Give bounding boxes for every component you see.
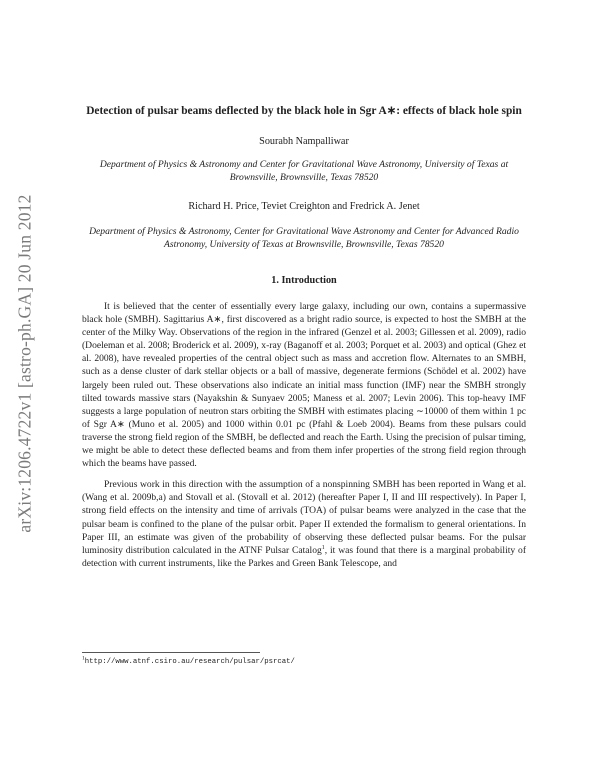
author-list-secondary: Richard H. Price, Teviet Creighton and Fredrick A. Jenet [188, 201, 420, 212]
intro-paragraph-2 [82, 478, 526, 570]
paragraph-2-text-b: , it was found that there is a marginal probability of detection with current instruments, like the Parkes and Green Bank Telescope, and [82, 544, 526, 569]
footnote-marker: 1 [82, 655, 85, 662]
affiliation-secondary: Department of Physics & Astronomy, Center for Gravitational Wave Astronomy and Center for Advanced Radio Astronomy, University of Texas at Brownsville, Brownsville, Texas 78520 [89, 226, 519, 250]
affiliation-primary: Department of Physics & Astronomy and Center for Gravitational Wave Astronomy, University of Texas at Brownsville, Brownsville, Texas 78520 [99, 159, 509, 183]
paragraph-2-text-a: Previous work in this direction with the assumption of a nonspinning SMBH has been reported in Wang et al. (Wang et al. 2009b,a) and Stovall et al. (Stovall et al. 2012) (hereafter Paper I, II and III respectively). In Paper I, strong field effects on the intensity and time of arrivals (TOA) of pulsar beams were analyzed in the case that the pulsar beam is confined to the plane of the pulsar orbit. Paper II extended the formalism to general orientations. In Paper III, an estimate was given of the probability of observing these deflected pulsar beams. For the pulsar luminosity distribution calculated in the ATNF Pulsar Catalog [82, 479, 526, 556]
paper-content [82, 104, 526, 570]
author-primary: Sourabh Nampalliwar [259, 136, 349, 147]
arxiv-identifier-stamp [8, 168, 42, 558]
intro-paragraph-1: It is believed that the center of essentially every large galaxy, including our own, contains a supermassive black hole (SMBH). Sagittarius A∗, first discovered as a bright radio source, is expected to host the SMBH at the center of the Milky Way. Observations of the region in the infrared (Genzel et al. 2003; Gillessen et al. 2009), radio (Doeleman et al. 2008; Broderick et al. 2009), x-ray (Baganoff et al. 2003; Porquet et al. 2003) and optical (Ghez et al. 2008), have revealed properties of the central object such as mass and accretion flow. Alternates to an SMBH, such as a dense cluster of dark stellar objects or a ball of massive, degenerate fermions (Schödel et al. 2002) have largely been ruled out. These observations also indicate an initial mass function (IMF) near the SMBH strongly tilted towards massive stars (Nayakshin & Sunyaev 2005; Maness et al. 2007; Levin 2006). This top-heavy IMF suggests a large population of neutron stars orbiting the SMBH with estimates placing ∼10000 of them within 1 pc of Sgr A∗ (Muno et al. 2005) and 1000 within 0.01 pc (Pfahl & Loeb 2004). Beams from these pulsars could traverse the strong field region of the SMBH, be deflected and reach the Earth. Using the precision of pulsar timing, we might be able to detect these deflected beams and from them infer properties of the strong field region through which the beams have passed. [82, 301, 526, 470]
footnote-url: http://www.atnf.csiro.au/research/pulsar/psrcat/ [84, 658, 295, 666]
footnote [82, 656, 295, 667]
section-heading-introduction: 1. Introduction [271, 275, 337, 286]
paper-title: Detection of pulsar beams deflected by the black hole in Sgr A∗: effects of black hole spin [86, 105, 522, 117]
footnote-reference: 1 [321, 544, 325, 551]
footnote-divider [82, 652, 260, 653]
arxiv-identifier-text: arXiv:1206.4722v1 [astro-ph.GA] 20 Jun 2012 [14, 193, 35, 533]
